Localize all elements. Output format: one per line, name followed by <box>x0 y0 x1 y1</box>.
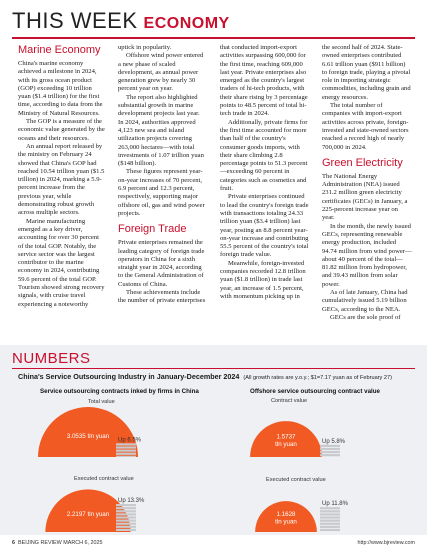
paragraph: GECs are the sole proof of <box>330 313 401 321</box>
growth-bar-stripe <box>320 523 340 525</box>
growth-bar-stripe <box>116 450 136 452</box>
label-executed-right: Executed contract value <box>266 477 326 483</box>
paragraph: The National Energy Administration (NEA) issued 231.2 million green electricity certificates (GECs) in January, a 225-percent increase year on year. <box>322 172 408 222</box>
paragraph: Additionally, private firms for the first time accounted for more than half of the country's consumer goods imports, with their share climbing 2.8 percentage points to 51.3 percent—exceeding 60 percent in categories such as cosmetics and fruit. <box>220 118 308 193</box>
issue-info: BEIJING REVIEW MARCH 6, 2025 <box>18 540 103 546</box>
paragraph: Private enterprises remained the leading category of foreign trade operators in China for a sixth straight year in 2024, according to the General Administration of Customs of China. <box>118 239 205 288</box>
footer-url: http://www.bjreview.com <box>357 540 415 546</box>
section-heading-foreign-trade: Foreign Trade <box>118 223 187 236</box>
paragraph: Meanwhile, foreign-invested companies recorded 12.8 trillion yuan ($1.8 trillion) in trade last year, an increase of 1.5 percent, with momentum picking up in <box>220 259 306 300</box>
paragraph: These achievements include the number of private enterprises <box>118 289 206 305</box>
growth-bar-stripe <box>116 516 136 518</box>
paragraph: Private enterprises continued to lead the country's foreign trade with transactions totaling 24.33 trillion yuan ($3.4 trillion) last year, posting an 8.8 percent year-on-year increase and contributing 55.5 percent of the country's total foreign trade value. <box>220 193 309 259</box>
paragraph: The report also highlighted substantial growth in marine development projects last year. In 2024, authorities approved 4,123 new sea and island utilization projects covering 263,000 hectares—with total investments of 1.07 trillion yuan ($148 billion). <box>118 93 204 168</box>
growth-bar-stripe <box>116 453 136 455</box>
label-executed-left: Executed contract value <box>74 476 134 482</box>
growth-bar-stripe <box>116 520 136 522</box>
panel-title-right: Offshore service outsourcing contract value <box>250 388 380 395</box>
value-half-circle <box>38 407 138 457</box>
growth-label: Up 6.5% <box>118 437 142 444</box>
paragraph: China's marine economy achieved a milestone in 2024, with its gross ocean product (GOP) exceeding 10 trillion yuan ($1.4 trillion) for the first time, according to data from the Ministry of Natural Resources. <box>18 60 103 117</box>
growth-label: Up 11.8% <box>322 501 348 508</box>
growth-bar-stripe <box>320 516 340 518</box>
growth-bar-stripe <box>116 529 136 531</box>
growth-bar-stripe <box>320 454 340 456</box>
paragraph: that conducted import-export activities surpassing 600,000 for the first time, reaching 609,000 last year. Private enterprises also emerged as the country's largest traders of hi-tech products, with their share rising by 3 percentage points to 48.5 percent of total hi-tech trade in 2024. <box>220 44 308 118</box>
paragraph: The total number of companies with import-export activities across private, foreign-invested and state-owned sectors reached a record high of nearly 700,000 in 2024. <box>322 102 409 151</box>
footer-left <box>12 540 102 546</box>
growth-bar-stripe <box>116 446 136 448</box>
value-unit-label: tln yuan <box>275 518 297 526</box>
paragraph: The GOP is a measure of the economic value generated by the oceans and their resources. <box>18 118 105 142</box>
masthead-title: THIS WEEK <box>12 8 138 33</box>
growth-bar-stripe <box>320 448 340 450</box>
growth-bar-stripe <box>116 456 136 457</box>
growth-label: Up 13.3% <box>118 498 145 504</box>
paragraph: These figures represent year-on-year increases of 70 percent, 6.9 percent and 12.3 percent, respectively, supporting major offshore oil, gas and wind power projects. <box>118 168 205 217</box>
label-total-value: Total value <box>88 399 115 405</box>
growth-bar-stripe <box>320 507 340 509</box>
growth-bar-stripe <box>116 526 136 528</box>
growth-bar-stripe <box>116 443 136 445</box>
paragraph: In the month, the newly issued GECs, representing renewable energy production, included 94.74 million from wind power—about 40 percent of the total—81.82 million from hydropower, and 39.43 million from solar power. <box>322 222 412 288</box>
paragraph: Offshore wind power entered a new phase of scaled development, as annual power generation grew by nearly 30 percent year on year. <box>118 52 204 93</box>
growth-bar-stripe <box>320 520 340 522</box>
growth-bar-stripe <box>320 529 340 531</box>
label-contract-value: Contract value <box>271 398 308 404</box>
value-label: 3.0535 tln yuan <box>66 433 110 440</box>
page-number: 6 <box>12 540 15 546</box>
paragraph: uptick in popularity. <box>118 44 172 51</box>
growth-bar-stripe <box>116 513 136 515</box>
section-heading-marine-economy: Marine Economy <box>18 44 101 56</box>
value-label: 1.1628 <box>276 510 296 518</box>
numbers-subtitle: China's Service Outsourcing Industry in January-December 2024 <box>18 372 240 381</box>
paragraph: An annual report released by the ministry on February 24 showed that China's GOP had reached 10.54 trillion yuan ($1.5 trillion) in 2024, marking a 5.9-percent increase from the previous year, while demonstrating robust growth across multiple sectors. <box>18 142 105 217</box>
paragraph: As of late January, China had cumulatively issued 5.19 billion GECs, according to the NEA. <box>322 289 408 313</box>
value-label: 2.2197 tln yuan <box>66 510 110 518</box>
value-label: 1.5737 <box>276 433 296 441</box>
numbers-title: NUMBERS <box>12 350 91 367</box>
masthead-section: ECONOMY <box>143 15 230 32</box>
growth-bar-stripe <box>116 523 136 525</box>
section-heading-green-electricity: Green Electricity <box>322 156 403 169</box>
growth-bar-stripe <box>116 507 136 509</box>
growth-bar-stripe <box>320 526 340 528</box>
panel-title-left: Service outsourcing contracts inked by firms in China <box>40 388 199 395</box>
growth-bar-stripe <box>320 451 340 453</box>
growth-label: Up 5.8% <box>322 438 346 445</box>
growth-bar-stripe <box>116 504 136 506</box>
growth-bar-stripe <box>320 445 340 447</box>
numbers-note: (All growth rates are y.o.y.; $1=7.17 yuan as of February 27) <box>243 375 392 381</box>
growth-bar-stripe <box>320 513 340 515</box>
paragraph: the second half of 2024. State-owned enterprises contributed 6.61 trillion yuan ($911 billion) to foreign trade, playing a pivotal role in importing strategic commodities, including grain and energy resources. <box>322 44 411 101</box>
paragraph: Marine manufacturing emerged as a key driver, accounting for over 30 percent of the total GOP. Notably, the service sector was the largest contributor to the marine economy in 2024, contributing 59.6 percent of the total GOP. Tourism showed strong recovery signals, with cruise travel experiencing a noteworthy <box>18 217 105 308</box>
growth-bar-stripe <box>116 510 136 512</box>
value-unit-label: tln yuan <box>275 440 297 448</box>
growth-bar-stripe <box>320 510 340 512</box>
page-footer <box>12 540 415 546</box>
